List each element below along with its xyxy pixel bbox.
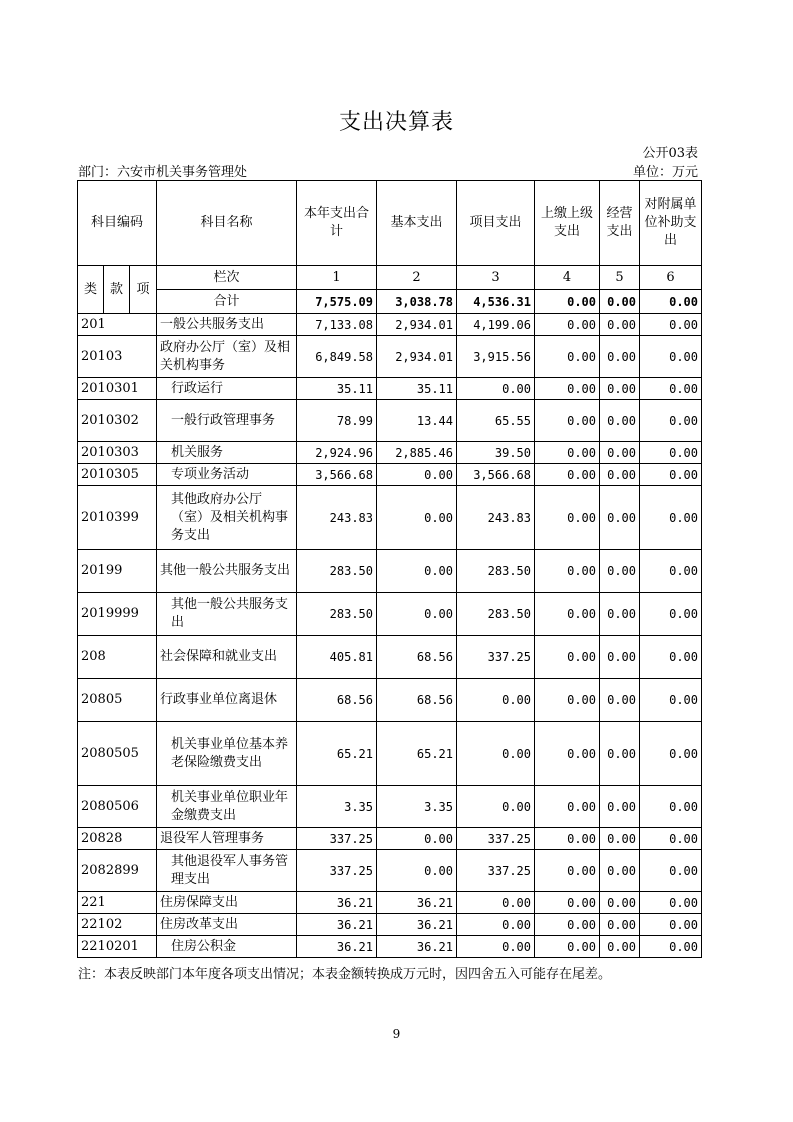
row-value-5: 0.00 xyxy=(600,314,640,336)
row-value-2: 0.00 xyxy=(377,464,457,486)
row-code: 2019999 xyxy=(78,593,157,636)
row-value-6: 0.00 xyxy=(640,593,702,636)
row-value-6: 0.00 xyxy=(640,550,702,593)
row-value-2: 35.11 xyxy=(377,378,457,400)
row-code: 2080506 xyxy=(78,786,157,828)
form-code: 公开03表 xyxy=(642,146,698,161)
total-label: 合计 xyxy=(157,290,297,314)
row-name: 其他政府办公厅（室）及相关机构事务支出 xyxy=(157,486,297,550)
row-value-4: 0.00 xyxy=(535,593,600,636)
row-value-6: 0.00 xyxy=(640,336,702,378)
row-value-2: 2,934.01 xyxy=(377,314,457,336)
row-value-4: 0.00 xyxy=(535,850,600,892)
header-kuan: 款 xyxy=(104,266,130,314)
row-value-4: 0.00 xyxy=(535,336,600,378)
column-number-1: 1 xyxy=(297,266,377,290)
row-value-1: 337.25 xyxy=(297,850,377,892)
table-row xyxy=(78,378,702,400)
table-row xyxy=(78,636,702,679)
footnote: 注：本表反映部门本年度各项支出情况；本表金额转换成万元时，因四舍五入可能存在尾差。 xyxy=(78,967,612,982)
row-name: 住房公积金 xyxy=(157,936,297,958)
row-value-5: 0.00 xyxy=(600,722,640,786)
row-value-6: 0.00 xyxy=(640,914,702,936)
row-value-3: 337.25 xyxy=(457,828,535,850)
row-code: 2210201 xyxy=(78,936,157,958)
table-row xyxy=(78,936,702,958)
row-value-2: 13.44 xyxy=(377,400,457,442)
row-name: 其他一般公共服务支出 xyxy=(157,593,297,636)
table-row xyxy=(78,486,702,550)
row-value-6: 0.00 xyxy=(640,464,702,486)
row-value-3: 283.50 xyxy=(457,593,535,636)
row-value-1: 243.83 xyxy=(297,486,377,550)
row-name: 其他退役军人事务管理支出 xyxy=(157,850,297,892)
total-value-6: 0.00 xyxy=(640,290,702,314)
row-code: 2082899 xyxy=(78,850,157,892)
row-value-3: 0.00 xyxy=(457,936,535,958)
row-value-3: 337.25 xyxy=(457,636,535,679)
column-number-4: 4 xyxy=(535,266,600,290)
row-value-5: 0.00 xyxy=(600,892,640,914)
row-value-1: 35.11 xyxy=(297,378,377,400)
row-value-3: 0.00 xyxy=(457,892,535,914)
row-name: 一般行政管理事务 xyxy=(157,400,297,442)
header-code: 科目编码 xyxy=(78,181,157,266)
row-name: 住房保障支出 xyxy=(157,892,297,914)
row-code: 2010303 xyxy=(78,442,157,464)
row-value-1: 2,924.96 xyxy=(297,442,377,464)
row-name: 住房改革支出 xyxy=(157,914,297,936)
row-code: 20828 xyxy=(78,828,157,850)
row-value-4: 0.00 xyxy=(535,486,600,550)
row-value-4: 0.00 xyxy=(535,314,600,336)
row-value-2: 68.56 xyxy=(377,636,457,679)
row-name: 政府办公厅（室）及相关机构事务 xyxy=(157,336,297,378)
row-value-5: 0.00 xyxy=(600,400,640,442)
row-value-1: 7,133.08 xyxy=(297,314,377,336)
row-code: 2010399 xyxy=(78,486,157,550)
row-value-5: 0.00 xyxy=(600,786,640,828)
row-value-5: 0.00 xyxy=(600,336,640,378)
row-code: 20103 xyxy=(78,336,157,378)
row-value-6: 0.00 xyxy=(640,892,702,914)
row-value-3: 4,199.06 xyxy=(457,314,535,336)
row-value-6: 0.00 xyxy=(640,636,702,679)
table-row xyxy=(78,786,702,828)
row-value-2: 2,885.46 xyxy=(377,442,457,464)
row-value-6: 0.00 xyxy=(640,442,702,464)
row-name: 行政事业单位离退休 xyxy=(157,679,297,722)
row-name: 社会保障和就业支出 xyxy=(157,636,297,679)
department-label: 部门：六安市机关事务管理处 xyxy=(78,165,248,180)
header-row xyxy=(78,181,702,266)
row-name: 专项业务活动 xyxy=(157,464,297,486)
row-code: 20805 xyxy=(78,679,157,722)
row-name: 机关事业单位职业年金缴费支出 xyxy=(157,786,297,828)
row-value-3: 0.00 xyxy=(457,914,535,936)
row-value-6: 0.00 xyxy=(640,828,702,850)
row-value-5: 0.00 xyxy=(600,550,640,593)
header-total: 本年支出合计 xyxy=(297,181,377,266)
header-lei: 类 xyxy=(78,266,104,314)
row-value-1: 337.25 xyxy=(297,828,377,850)
row-value-5: 0.00 xyxy=(600,828,640,850)
table-row xyxy=(78,442,702,464)
table-row xyxy=(78,464,702,486)
row-value-3: 3,915.56 xyxy=(457,336,535,378)
row-value-5: 0.00 xyxy=(600,378,640,400)
row-value-6: 0.00 xyxy=(640,486,702,550)
row-value-3: 0.00 xyxy=(457,722,535,786)
row-value-4: 0.00 xyxy=(535,786,600,828)
row-name: 一般公共服务支出 xyxy=(157,314,297,336)
header-subsidy: 对附属单位补助支出 xyxy=(640,181,702,266)
expenditure-table xyxy=(77,180,702,958)
total-row xyxy=(78,290,702,314)
table-row xyxy=(78,593,702,636)
row-value-5: 0.00 xyxy=(600,850,640,892)
row-value-3: 3,566.68 xyxy=(457,464,535,486)
row-value-4: 0.00 xyxy=(535,914,600,936)
row-value-2: 68.56 xyxy=(377,679,457,722)
header-business: 经营支出 xyxy=(600,181,640,266)
row-value-3: 0.00 xyxy=(457,786,535,828)
row-value-4: 0.00 xyxy=(535,828,600,850)
table-row xyxy=(78,314,702,336)
row-code: 2010302 xyxy=(78,400,157,442)
row-value-3: 0.00 xyxy=(457,679,535,722)
row-value-1: 283.50 xyxy=(297,593,377,636)
row-value-1: 36.21 xyxy=(297,914,377,936)
row-value-5: 0.00 xyxy=(600,914,640,936)
column-label: 栏次 xyxy=(157,266,297,290)
row-value-1: 68.56 xyxy=(297,679,377,722)
row-value-1: 3.35 xyxy=(297,786,377,828)
row-value-5: 0.00 xyxy=(600,593,640,636)
row-value-4: 0.00 xyxy=(535,636,600,679)
row-value-6: 0.00 xyxy=(640,786,702,828)
row-value-1: 65.21 xyxy=(297,722,377,786)
row-value-4: 0.00 xyxy=(535,442,600,464)
row-value-1: 36.21 xyxy=(297,892,377,914)
row-name: 退役军人管理事务 xyxy=(157,828,297,850)
total-value-2: 3,038.78 xyxy=(377,290,457,314)
table-row xyxy=(78,850,702,892)
row-value-5: 0.00 xyxy=(600,679,640,722)
row-name: 机关事业单位基本养老保险缴费支出 xyxy=(157,722,297,786)
row-value-6: 0.00 xyxy=(640,936,702,958)
table-row xyxy=(78,679,702,722)
row-value-5: 0.00 xyxy=(600,636,640,679)
row-value-2: 3.35 xyxy=(377,786,457,828)
row-value-5: 0.00 xyxy=(600,464,640,486)
column-number-5: 5 xyxy=(600,266,640,290)
row-code: 201 xyxy=(78,314,157,336)
row-value-2: 0.00 xyxy=(377,850,457,892)
row-value-4: 0.00 xyxy=(535,378,600,400)
row-value-2: 0.00 xyxy=(377,486,457,550)
row-value-4: 0.00 xyxy=(535,892,600,914)
row-value-1: 405.81 xyxy=(297,636,377,679)
table-row xyxy=(78,914,702,936)
row-value-2: 0.00 xyxy=(377,593,457,636)
row-code: 2080505 xyxy=(78,722,157,786)
row-value-2: 36.21 xyxy=(377,914,457,936)
row-value-6: 0.00 xyxy=(640,378,702,400)
row-value-4: 0.00 xyxy=(535,550,600,593)
row-code: 208 xyxy=(78,636,157,679)
row-value-4: 0.00 xyxy=(535,936,600,958)
row-value-3: 65.55 xyxy=(457,400,535,442)
row-value-2: 36.21 xyxy=(377,936,457,958)
row-value-1: 6,849.58 xyxy=(297,336,377,378)
row-name: 机关服务 xyxy=(157,442,297,464)
row-name: 其他一般公共服务支出 xyxy=(157,550,297,593)
table-row xyxy=(78,336,702,378)
row-value-2: 0.00 xyxy=(377,828,457,850)
column-number-6: 6 xyxy=(640,266,702,290)
row-value-4: 0.00 xyxy=(535,679,600,722)
total-value-3: 4,536.31 xyxy=(457,290,535,314)
row-value-3: 243.83 xyxy=(457,486,535,550)
page-number: 9 xyxy=(392,1027,401,1041)
row-code: 20199 xyxy=(78,550,157,593)
header-basic: 基本支出 xyxy=(377,181,457,266)
column-number-2: 2 xyxy=(377,266,457,290)
header-name: 科目名称 xyxy=(157,181,297,266)
row-value-6: 0.00 xyxy=(640,400,702,442)
row-value-2: 2,934.01 xyxy=(377,336,457,378)
row-value-5: 0.00 xyxy=(600,936,640,958)
row-value-1: 283.50 xyxy=(297,550,377,593)
row-value-6: 0.00 xyxy=(640,722,702,786)
column-number-3: 3 xyxy=(457,266,535,290)
row-value-3: 39.50 xyxy=(457,442,535,464)
row-value-6: 0.00 xyxy=(640,679,702,722)
table-row xyxy=(78,400,702,442)
page-title: 支出决算表 xyxy=(338,110,454,135)
row-value-1: 36.21 xyxy=(297,936,377,958)
table-row xyxy=(78,722,702,786)
row-value-1: 78.99 xyxy=(297,400,377,442)
row-value-4: 0.00 xyxy=(535,464,600,486)
row-code: 22102 xyxy=(78,914,157,936)
row-value-2: 65.21 xyxy=(377,722,457,786)
row-value-4: 0.00 xyxy=(535,400,600,442)
row-code: 221 xyxy=(78,892,157,914)
row-value-3: 0.00 xyxy=(457,378,535,400)
row-value-5: 0.00 xyxy=(600,486,640,550)
total-value-4: 0.00 xyxy=(535,290,600,314)
header-upper: 上缴上级支出 xyxy=(535,181,600,266)
total-value-1: 7,575.09 xyxy=(297,290,377,314)
row-name: 行政运行 xyxy=(157,378,297,400)
table-row xyxy=(78,550,702,593)
header-xiang: 项 xyxy=(130,266,157,314)
row-code: 2010305 xyxy=(78,464,157,486)
table-row xyxy=(78,892,702,914)
row-code: 2010301 xyxy=(78,378,157,400)
row-value-1: 3,566.68 xyxy=(297,464,377,486)
row-value-2: 0.00 xyxy=(377,550,457,593)
total-value-5: 0.00 xyxy=(600,290,640,314)
row-value-6: 0.00 xyxy=(640,850,702,892)
header-project: 项目支出 xyxy=(457,181,535,266)
row-value-5: 0.00 xyxy=(600,442,640,464)
row-value-3: 283.50 xyxy=(457,550,535,593)
row-value-6: 0.00 xyxy=(640,314,702,336)
table-row xyxy=(78,828,702,850)
row-value-3: 337.25 xyxy=(457,850,535,892)
column-number-row xyxy=(78,266,702,290)
unit-label: 单位：万元 xyxy=(632,165,698,180)
row-value-4: 0.00 xyxy=(535,722,600,786)
row-value-2: 36.21 xyxy=(377,892,457,914)
